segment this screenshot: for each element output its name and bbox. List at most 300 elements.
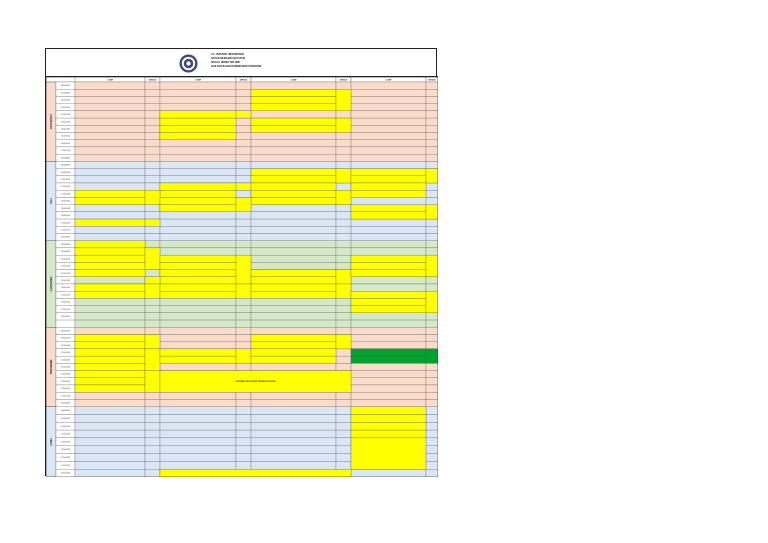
schedule-cell: [145, 132, 160, 139]
schedule-cell: [236, 248, 251, 255]
time-label: 14:00-14:50: [60, 457, 71, 460]
schedule-cell: [351, 313, 426, 320]
time-label: 15:00-15:50: [60, 380, 71, 383]
time-label: 13:00-13:50: [60, 121, 71, 124]
schedule-cell: [336, 111, 351, 118]
header-line-3: SOSYAL HİZMET BÖLÜMÜ: [211, 62, 241, 64]
time-label: 12:00-12:50: [60, 114, 71, 117]
course-block: [236, 284, 251, 298]
course-block: [251, 277, 336, 284]
schedule-cell: [336, 161, 351, 168]
course-block: [160, 356, 236, 363]
timetable-sheet: [45, 48, 437, 476]
schedule-cell: [336, 422, 351, 430]
time-label: 09:00-09:50: [60, 171, 71, 174]
schedule-cell: [426, 277, 438, 284]
schedule-cell: [351, 277, 426, 284]
schedule-cell: [236, 219, 251, 226]
time-label: 16:00-16:50: [60, 301, 71, 304]
schedule-cell: [351, 399, 426, 406]
schedule-cell: [251, 219, 336, 226]
schedule-cell: [145, 226, 160, 233]
schedule-cell: [75, 205, 145, 212]
schedule-cell: [336, 306, 351, 313]
schedule-cell: [426, 342, 438, 349]
course-block: [351, 262, 426, 269]
schedule-cell: [75, 327, 145, 334]
schedule-cell: [351, 219, 426, 226]
course-block: [426, 205, 438, 219]
schedule-cell: [236, 422, 251, 430]
time-label: 17:00-17:50: [60, 229, 71, 232]
schedule-cell: [351, 161, 426, 168]
schedule-cell: [160, 342, 236, 349]
course-block: [75, 342, 145, 349]
course-block: [75, 190, 145, 197]
schedule-cell: [336, 226, 351, 233]
schedule-cell: [426, 414, 438, 422]
time-label: 12:00-12:50: [60, 441, 71, 444]
time-label: 08:00-08:50: [60, 85, 71, 88]
schedule-cell: [351, 82, 426, 89]
course-block: [145, 277, 160, 284]
schedule-cell: [160, 96, 236, 103]
schedule-cell: [351, 378, 426, 385]
day-label: ÇARŞAMBA: [50, 276, 53, 292]
course-block: [236, 197, 251, 211]
timetable-grid: [46, 77, 438, 477]
time-label: 09:00-09:50: [60, 251, 71, 254]
course-block: [75, 248, 145, 255]
schedule-cell: [251, 446, 336, 454]
schedule-cell: [336, 82, 351, 89]
schedule-cell: [426, 104, 438, 111]
schedule-cell: [145, 183, 160, 190]
schedule-cell: [336, 313, 351, 320]
schedule-cell: [251, 430, 336, 438]
schedule-cell: [236, 438, 251, 446]
schedule-cell: [236, 89, 251, 96]
schedule-cell: [251, 313, 336, 320]
course-block: [75, 385, 145, 392]
schedule-cell: [336, 438, 351, 446]
schedule-cell: [251, 262, 336, 269]
schedule-cell: [160, 446, 236, 454]
time-label: 08:00-08:50: [60, 243, 71, 246]
schedule-cell: [236, 454, 251, 462]
schedule-cell: [351, 125, 426, 132]
schedule-cell: [251, 363, 336, 370]
day-label: PERŞEMBE: [50, 359, 53, 375]
course-block: [160, 205, 236, 212]
schedule-cell: [426, 132, 438, 139]
course-block: [336, 190, 351, 204]
schedule-cell: [426, 241, 438, 248]
schedule-cell: [251, 140, 336, 147]
course-block: [251, 89, 336, 96]
schedule-cell: [75, 469, 145, 477]
course-block: [251, 270, 336, 277]
header-line-1: T.C. ÜSKÜDAR ÜNİVERSİTESİ: [211, 54, 244, 56]
time-label: 13:00-13:50: [60, 279, 71, 282]
schedule-cell: [145, 320, 160, 327]
course-block: [251, 169, 336, 176]
schedule-cell: [236, 313, 251, 320]
schedule-cell: [75, 454, 145, 462]
schedule-cell: [351, 89, 426, 96]
course-block: [160, 277, 236, 284]
schedule-cell: [251, 414, 336, 422]
timetable-grid-svg: [46, 77, 438, 477]
course-block: [160, 190, 236, 197]
time-label: 18:00-18:50: [60, 236, 71, 239]
schedule-cell: [75, 461, 145, 469]
schedule-cell: [336, 461, 351, 469]
time-label: 17:00-17:50: [60, 150, 71, 153]
schedule-cell: [426, 446, 438, 454]
time-label: 18:00-18:50: [60, 402, 71, 405]
schedule-cell: [75, 414, 145, 422]
course-block: [351, 298, 426, 305]
schedule-cell: [351, 104, 426, 111]
schedule-cell: [160, 233, 236, 240]
course-block: [75, 262, 145, 269]
time-label: 08:00-08:50: [60, 164, 71, 167]
course-block: [351, 176, 426, 183]
schedule-cell: [145, 205, 160, 212]
schedule-cell: [75, 132, 145, 139]
course-block: [251, 176, 336, 183]
schedule-cell: [236, 446, 251, 454]
schedule-cell: [426, 430, 438, 438]
schedule-cell: [75, 277, 145, 284]
schedule-cell: [236, 190, 251, 197]
schedule-cell: [351, 154, 426, 161]
course-block: [75, 241, 145, 248]
schedule-cell: [75, 438, 145, 446]
schedule-cell: [426, 154, 438, 161]
schedule-cell: [145, 154, 160, 161]
schedule-cell: [145, 82, 160, 89]
time-label: 09:00-09:50: [60, 417, 71, 420]
schedule-cell: [351, 363, 426, 370]
schedule-cell: [336, 414, 351, 422]
joint-event-label: UNIVERSAL ADOLESCENT TRAINING PROGRAM: [235, 380, 276, 383]
time-label: 18:00-18:50: [60, 157, 71, 160]
time-label: 10:00-10:50: [60, 425, 71, 428]
schedule-cell: [75, 169, 145, 176]
day-label: SALI: [50, 198, 53, 204]
schedule-cell: [336, 219, 351, 226]
course-block: [145, 349, 160, 371]
schedule-cell: [251, 111, 336, 118]
time-label: 12:00-12:50: [60, 193, 71, 196]
schedule-cell: [160, 176, 236, 183]
course-block: [75, 356, 145, 363]
schedule-cell: [426, 118, 438, 125]
schedule-cell: [145, 89, 160, 96]
schedule-cell: [336, 212, 351, 219]
schedule-cell: [336, 262, 351, 269]
schedule-cell: [426, 96, 438, 103]
schedule-cell: [75, 446, 145, 454]
schedule-cell: [236, 118, 251, 125]
schedule-cell: [426, 438, 438, 446]
schedule-cell: [160, 399, 236, 406]
column-header-c2d: DERSLİK: [239, 79, 248, 82]
course-block: [351, 430, 426, 438]
header-line-2: SAĞLIK BİLİMLERİ FAKÜLTESİ: [211, 58, 246, 60]
schedule-cell: [426, 327, 438, 334]
course-block: [160, 197, 236, 204]
schedule-cell: [336, 327, 351, 334]
schedule-cell: [145, 469, 160, 477]
time-label: 13:00-13:50: [60, 449, 71, 452]
time-label: 11:00-11:50: [61, 186, 70, 189]
time-label: 18:00-18:50: [60, 316, 71, 319]
schedule-cell: [160, 320, 236, 327]
course-block: [75, 284, 145, 291]
schedule-cell: [251, 212, 336, 219]
schedule-cell: [251, 320, 336, 327]
schedule-cell: [145, 241, 160, 248]
time-label: 16:00-16:50: [60, 472, 71, 475]
schedule-cell: [236, 226, 251, 233]
schedule-cell: [251, 79, 336, 89]
course-block: [160, 349, 236, 356]
schedule-cell: [75, 89, 145, 96]
time-label: 09:00-09:50: [60, 92, 71, 95]
course-block: [145, 284, 160, 298]
course-block: [236, 183, 251, 190]
schedule-cell: [351, 241, 426, 248]
schedule-cell: [145, 327, 160, 334]
course-block: [426, 255, 438, 277]
schedule-cell: [351, 248, 426, 255]
schedule-cell: [336, 233, 351, 240]
schedule-cell: [426, 363, 438, 370]
schedule-cell: [336, 320, 351, 327]
time-label: 14:00-14:50: [60, 287, 71, 290]
schedule-cell: [236, 306, 251, 313]
schedule-cell: [351, 118, 426, 125]
schedule-cell: [236, 399, 251, 406]
course-block: [351, 422, 426, 430]
time-label: 11:00-11:50: [61, 352, 70, 355]
time-label: 15:00-15:50: [60, 135, 71, 138]
schedule-cell: [75, 430, 145, 438]
schedule-cell: [236, 104, 251, 111]
course-block: [336, 118, 351, 132]
schedule-cell: [336, 446, 351, 454]
schedule-cell: [145, 407, 160, 415]
course-block: [351, 291, 426, 298]
schedule-cell: [426, 190, 438, 197]
course-block: [236, 349, 251, 363]
schedule-cell: [236, 147, 251, 154]
schedule-cell: [251, 407, 336, 415]
column-header-c3d: DERSLİK: [339, 79, 348, 82]
schedule-cell: [75, 154, 145, 161]
schedule-cell: [145, 233, 160, 240]
course-block: [351, 183, 426, 190]
course-block: [160, 255, 236, 262]
schedule-cell: [426, 197, 438, 204]
schedule-cell: [145, 140, 160, 147]
schedule-cell: [75, 79, 145, 89]
schedule-cell: [160, 161, 236, 168]
schedule-cell: [251, 241, 336, 248]
schedule-cell: [75, 306, 145, 313]
schedule-cell: [75, 176, 145, 183]
time-label: 10:00-10:50: [60, 99, 71, 102]
schedule-cell: [145, 446, 160, 454]
course-block: [251, 104, 336, 111]
schedule-cell: [426, 469, 438, 477]
course-block: [351, 270, 426, 277]
schedule-cell: [236, 82, 251, 89]
schedule-cell: [336, 356, 351, 363]
course-block: [336, 169, 351, 183]
schedule-cell: [426, 248, 438, 255]
timetable-header: [46, 49, 438, 77]
schedule-cell: [145, 461, 160, 469]
schedule-cell: [251, 298, 336, 305]
schedule-cell: [251, 327, 336, 334]
course-block: [351, 205, 426, 212]
time-label: 17:00-17:50: [60, 395, 71, 398]
schedule-cell: [160, 438, 236, 446]
schedule-cell: [336, 132, 351, 139]
schedule-cell: [251, 233, 336, 240]
schedule-cell: [426, 140, 438, 147]
column-header-c4d: DERSLİK: [428, 79, 436, 82]
time-label: 16:00-16:50: [60, 142, 71, 145]
schedule-cell: [145, 438, 160, 446]
course-block: [251, 356, 336, 363]
schedule-cell: [426, 454, 438, 462]
schedule-cell: [336, 407, 351, 415]
course-block: [426, 349, 438, 363]
course-block: [251, 183, 336, 190]
schedule-cell: [145, 313, 160, 320]
schedule-cell: [75, 96, 145, 103]
schedule-cell: [75, 313, 145, 320]
schedule-cell: [351, 284, 426, 291]
schedule-cell: [236, 392, 251, 399]
schedule-cell: [236, 334, 251, 341]
course-block: [251, 197, 336, 204]
schedule-cell: [426, 392, 438, 399]
time-label: 08:00-08:50: [60, 330, 71, 333]
course-block: [351, 212, 426, 219]
schedule-cell: [145, 96, 160, 103]
course-block: [251, 118, 336, 125]
time-label: 17:00-17:50: [60, 308, 71, 311]
schedule-cell: [236, 327, 251, 334]
course-block: [251, 334, 336, 341]
course-block: [160, 284, 236, 291]
schedule-cell: [236, 176, 251, 183]
time-label: 15:00-15:50: [60, 215, 71, 218]
schedule-cell: [160, 430, 236, 438]
time-label: 16:00-16:50: [60, 222, 71, 225]
schedule-cell: [251, 226, 336, 233]
course-block: [236, 111, 251, 118]
schedule-cell: [145, 430, 160, 438]
schedule-cell: [336, 399, 351, 406]
course-block: [160, 118, 236, 125]
schedule-cell: [75, 183, 145, 190]
schedule-cell: [251, 399, 336, 406]
schedule-cell: [336, 147, 351, 154]
schedule-cell: [426, 313, 438, 320]
time-label: 14:00-14:50: [60, 373, 71, 376]
column-header-c3: 3. SINIF: [290, 79, 297, 82]
course-block: [160, 469, 351, 477]
schedule-cell: [145, 212, 160, 219]
schedule-cell: [160, 212, 236, 219]
schedule-cell: [145, 399, 160, 406]
schedule-cell: [236, 363, 251, 370]
schedule-cell: [351, 111, 426, 118]
schedule-cell: [75, 233, 145, 240]
schedule-cell: [145, 125, 160, 132]
schedule-cell: [75, 320, 145, 327]
schedule-cell: [160, 79, 236, 89]
schedule-cell: [351, 334, 426, 341]
time-label: 11:00-11:50: [61, 265, 70, 268]
schedule-cell: [75, 212, 145, 219]
schedule-cell: [145, 422, 160, 430]
schedule-cell: [160, 306, 236, 313]
schedule-cell: [251, 454, 336, 462]
schedule-cell: [336, 205, 351, 212]
course-block: [160, 125, 236, 132]
schedule-cell: [236, 154, 251, 161]
schedule-cell: [426, 125, 438, 132]
course-block: [351, 349, 426, 356]
schedule-cell: [251, 154, 336, 161]
course-block: [160, 270, 236, 277]
schedule-cell: [145, 454, 160, 462]
schedule-cell: [426, 422, 438, 430]
time-cell: [56, 320, 75, 327]
schedule-cell: [351, 385, 426, 392]
schedule-cell: [336, 454, 351, 462]
course-block: [426, 291, 438, 313]
schedule-cell: [160, 392, 236, 399]
day-label: PAZARTESİ: [50, 114, 53, 129]
time-label: 11:00-11:50: [61, 106, 70, 109]
course-block: [251, 291, 336, 298]
schedule-cell: [426, 183, 438, 190]
schedule-cell: [236, 125, 251, 132]
schedule-cell: [75, 399, 145, 406]
schedule-cell: [426, 233, 438, 240]
schedule-cell: [236, 96, 251, 103]
column-header-c1: 1. SINIF: [106, 79, 114, 82]
schedule-cell: [351, 371, 426, 378]
schedule-cell: [75, 392, 145, 399]
schedule-cell: [251, 132, 336, 139]
schedule-cell: [75, 147, 145, 154]
schedule-cell: [251, 248, 336, 255]
day-label: CUMA: [50, 437, 53, 446]
course-block: [75, 197, 145, 204]
course-block: [160, 183, 236, 190]
schedule-cell: [160, 147, 236, 154]
